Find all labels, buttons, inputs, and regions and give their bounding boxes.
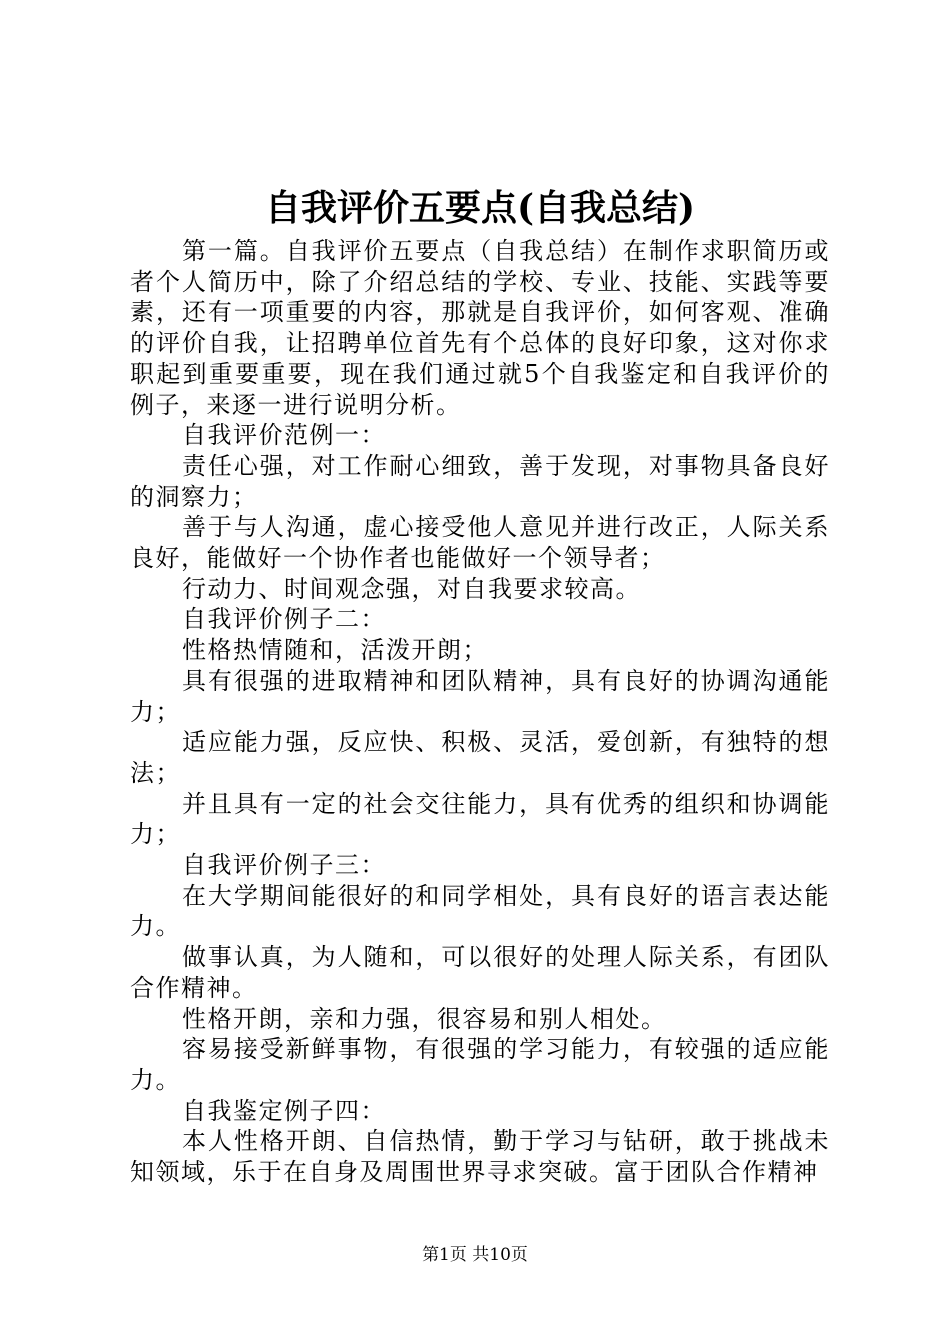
page-footer: 第1页 共10页 (422, 1245, 528, 1265)
heading-example-4: 自我鉴定例子四： (182, 1096, 386, 1125)
document-body (130, 236, 830, 1188)
paragraph: 容易接受新鲜事物，有很强的学习能力，有较强的适应能力。 (130, 1035, 830, 1094)
heading-example-2: 自我评价例子二： (182, 605, 386, 634)
paragraph: 行动力、时间观念强，对自我要求较高。 (182, 574, 641, 603)
paragraph: 并且具有一定的社会交往能力，具有优秀的组织和协调能力； (130, 789, 830, 849)
paragraph: 在大学期间能很好的和同学相处，具有良好的语言表达能力。 (130, 881, 830, 941)
paragraph: 性格开朗，亲和力强，很容易和别人相处。 (182, 1004, 667, 1033)
paragraph: 责任心强，对工作耐心细致，善于发现，对事物具备良好的洞察力； (130, 451, 830, 511)
heading-example-1: 自我评价范例一： (182, 421, 386, 450)
paragraph: 善于与人沟通，虚心接受他人意见并进行改正，人际关系良好，能做好一个协作者也能做好一个领导者； (130, 513, 830, 573)
paragraph: 做事认真，为人随和，可以很好的处理人际关系，有团队合作精神。 (130, 943, 830, 1002)
paragraph: 本人性格开朗、自信热情，勤于学习与钻研，敢于挑战未知领域，乐于在自身及周围世界寻求突破。富于团队合作精神 (130, 1127, 830, 1187)
paragraph: 适应能力强，反应快、积极、灵活，爱创新，有独特的想法； (130, 728, 830, 787)
document-title: 自我评价五要点(自我总结) (264, 187, 696, 229)
paragraph: 性格热情随和，活泼开朗； (182, 636, 488, 665)
paragraph-intro: 第一篇。自我评价五要点（自我总结）在制作求职简历或者个人简历中，除了介绍总结的学校、专业、技能、实践等要素，还有一项重要的内容，那就是自我评价，如何客观、准确的评价自我，让招聘单位首先有个总体的良好印象，这对你求职起到重要重要，现在我们通过就5个自我鉴定和自我评价的例子，来逐一进行说明分析。 (130, 237, 830, 419)
paragraph: 具有很强的进取精神和团队精神，具有良好的协调沟通能力； (130, 666, 830, 726)
heading-example-3: 自我评价例子三： (182, 851, 386, 880)
